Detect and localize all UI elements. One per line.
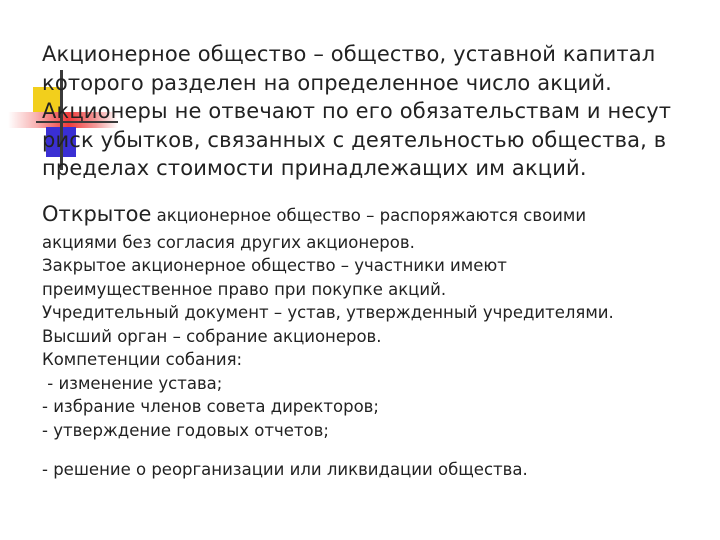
open-company-line [42,199,702,231]
body-line: - изменение устава; [42,373,223,393]
definition-line: Акционерное общество – общество, уставной капитал [42,42,656,66]
body-line: Компетенции собания: [42,350,243,369]
body-text [42,231,702,443]
open-company-word: Открытое [42,201,152,226]
body-line: - утверждение годовых отчетов; [42,420,329,440]
definition-line: Акционеры не отвечают по его обязательствам и несут [42,99,672,123]
body-line: акциями без согласия других акционеров. [42,232,415,252]
definition-line: риск убытков, связанных с деятельностью общества, в [42,127,667,152]
slide-content [42,40,702,482]
definition-paragraph [42,40,702,183]
definition-line: которого разделен на определенное число акций. [42,70,612,95]
body-line: Учредительный документ – устав, утвержденный учредителями. [42,303,614,322]
body-line: преимущественное право при покупке акций. [42,279,447,299]
body-line: Закрытое акционерное общество – участники имеют [42,256,507,275]
last-line: - решение о реорганизации или ликвидации общества. [42,460,528,479]
open-company-rest: акционерное общество – распоряжаются своими [151,205,587,225]
definition-line: пределах стоимости принадлежащих им акций. [42,156,587,180]
body-line: - избрание членов совета директоров; [42,397,379,416]
body-line: Высший орган – собрание акционеров. [42,326,382,346]
